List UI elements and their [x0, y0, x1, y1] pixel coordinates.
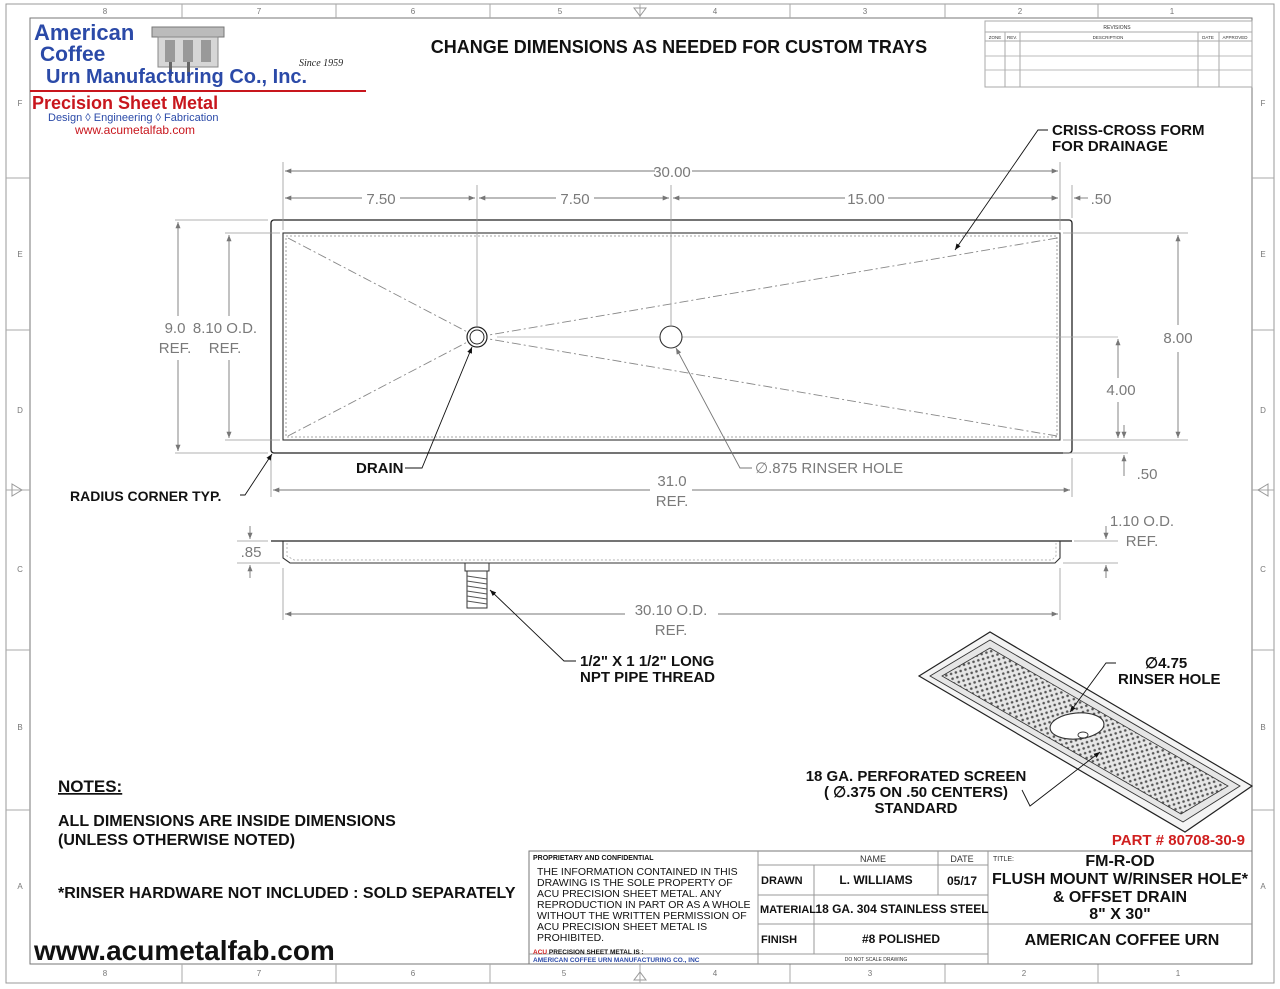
pipe-label-2: NPT PIPE THREAD [580, 669, 716, 686]
npt-pipe-thread [465, 563, 489, 608]
acu-line-1: ACU PRECISION SHEET METAL IS : [533, 949, 644, 956]
rinser-hole [660, 326, 682, 348]
dim-flange-bottom: .50 [1136, 466, 1158, 483]
logo-line-american: American [34, 20, 135, 45]
title-line-3: & OFFSET DRAIN [1052, 889, 1188, 906]
note-2: *RINSER HARDWARE NOT INCLUDED : SOLD SEPARATELY [58, 885, 516, 902]
dim-flange-right: .50 [1090, 191, 1112, 208]
logo-line-coffee: Coffee [40, 43, 106, 66]
dim-od-810: 8.10 O.D. [192, 320, 258, 337]
pipe-label-1: 1/2" X 1 1/2" LONG [580, 653, 715, 670]
isometric-view [806, 632, 1252, 832]
dim-depth: .85 [240, 544, 262, 561]
logo-website: www.acumetalfab.com [75, 123, 196, 137]
material-value: 18 GA. 304 STAINLESS STEEL [815, 902, 989, 916]
logo-line-urn: Urn Manufacturing Co., Inc. [46, 66, 308, 88]
drawn-date: 05/17 [946, 874, 978, 888]
proprietary-line: ACU PRECISION SHEET METAL IS [537, 921, 708, 933]
proprietary-title: PROPRIETARY AND CONFIDENTIAL [533, 855, 654, 862]
name-header: NAME [859, 854, 887, 864]
dim-half-height: 4.00 [1106, 382, 1136, 399]
row-label-right: B [1260, 723, 1266, 732]
row-label-right: A [1260, 882, 1266, 891]
dim-overall-inside: 30.00 [653, 164, 691, 181]
dim-od-ref-9: 9.0 [164, 320, 186, 337]
col-label-top: 6 [410, 7, 416, 16]
notes-heading: NOTES: [58, 777, 123, 796]
title-block [529, 851, 1252, 964]
date-header: DATE [950, 854, 974, 864]
company-logo [30, 20, 366, 137]
dim-overall-od: 31.0 [657, 473, 687, 490]
rinser-hole-label: ∅.875 RINSER HOLE [755, 460, 904, 477]
proprietary-line: WITHOUT THE WRITTEN PERMISSION OF [537, 910, 747, 922]
material-label: MATERIAL [760, 904, 817, 916]
col-label-bottom: 2 [1021, 969, 1027, 978]
col-label-bottom: 6 [410, 969, 416, 978]
revisions-col-rev: REV. [1006, 35, 1018, 40]
criss-cross-label-2: FOR DRAINAGE [1052, 138, 1168, 155]
logo-since: Since 1959 [299, 58, 344, 69]
row-label-right: D [1260, 406, 1266, 415]
title-line-1: FM-R-OD [1085, 853, 1155, 870]
note-1-line-1: ALL DIMENSIONS ARE INSIDE DIMENSIONS [58, 813, 396, 830]
dim-od-ref-9-ref: REF. [158, 340, 192, 357]
dim-middle: 7.50 [560, 191, 590, 208]
title-label: TITLE: [993, 856, 1015, 863]
iso-rinser-dim: ∅4.75 [1145, 655, 1188, 672]
col-label-bottom: 5 [561, 969, 567, 978]
revisions-title: REVISIONS [1103, 25, 1131, 31]
dim-od-810-ref: REF. [208, 340, 242, 357]
logo-division: Precision Sheet Metal [32, 93, 219, 113]
dim-od-height: 1.10 O.D. [1109, 513, 1175, 530]
company-footer: AMERICAN COFFEE URN [1024, 932, 1220, 949]
acu-line-2: AMERICAN COFFEE URN MANUFACTURING CO., INC [533, 957, 700, 964]
row-label-right: C [1260, 565, 1266, 574]
finish-label: FINISH [761, 934, 798, 946]
note-1-line-2: (UNLESS OTHERWISE NOTED) [58, 832, 296, 849]
dim-length: 30.10 O.D. [634, 602, 708, 619]
col-label-top: 3 [862, 7, 868, 16]
finish-value: #8 POLISHED [861, 932, 941, 946]
proprietary-line: REPRODUCTION IN PART OR AS A WHOLE [537, 899, 751, 911]
screen-label-2: ( ∅.375 ON .50 CENTERS) [824, 784, 1008, 801]
col-label-bottom: 3 [867, 969, 873, 978]
row-label-left: B [17, 723, 23, 732]
row-label-left: E [17, 250, 23, 259]
col-label-top: 7 [256, 7, 262, 16]
drain-label: DRAIN [356, 460, 404, 477]
col-label-bottom: 7 [256, 969, 262, 978]
screen-label-3: STANDARD [874, 800, 958, 817]
part-number: PART # 80708-30-9 [1111, 832, 1245, 849]
dim-left: 7.50 [366, 191, 396, 208]
revisions-col-approved: APPROVED [1222, 35, 1248, 40]
criss-cross-label-1: CRISS-CROSS FORM [1052, 122, 1205, 139]
drawn-label: DRAWN [761, 875, 803, 887]
col-label-top: 1 [1169, 7, 1175, 16]
dim-length-ref: REF. [654, 622, 688, 639]
col-label-top: 2 [1017, 7, 1023, 16]
logo-services: Design ◊ Engineering ◊ Fabrication [48, 112, 219, 124]
dim-height: 8.00 [1163, 330, 1193, 347]
col-label-bottom: 8 [102, 969, 108, 978]
row-label-left: C [17, 565, 23, 574]
revisions-col-zone: ZONE [988, 35, 1002, 40]
scale-note: DO NOT SCALE DRAWING [844, 957, 908, 963]
dim-right: 15.00 [847, 191, 885, 208]
radius-corner-label: RADIUS CORNER TYP. [70, 488, 222, 504]
row-label-left: F [17, 99, 23, 108]
title-line-4: 8" X 30" [1089, 906, 1151, 923]
col-label-bottom: 4 [712, 969, 718, 978]
iso-rinser-label: RINSER HOLE [1118, 671, 1221, 688]
col-label-top: 8 [102, 7, 108, 16]
dim-overall-od-ref: REF. [655, 493, 689, 510]
acu-line-1-text: PRECISION SHEET METAL IS : [547, 949, 644, 956]
dim-od-height-ref: REF. [1125, 533, 1159, 550]
website-large: www.acumetalfab.com [34, 935, 335, 966]
col-label-top: 5 [557, 7, 563, 16]
row-label-left: D [17, 406, 23, 415]
main-note: CHANGE DIMENSIONS AS NEEDED FOR CUSTOM TRAYS [430, 37, 928, 57]
revisions-col-date: DATE [1202, 35, 1214, 40]
proprietary-line: ACU PRECISION SHEET METAL. ANY [537, 888, 722, 900]
row-label-left: A [17, 882, 23, 891]
notes-section [33, 777, 516, 966]
title-line-2: FLUSH MOUNT W/RINSER HOLE* [992, 871, 1248, 888]
revisions-table [985, 21, 1252, 87]
top-view [70, 122, 1205, 510]
col-label-top: 4 [712, 7, 718, 16]
revisions-col-description: DESCRIPTION [1092, 35, 1124, 40]
drawn-name: L. WILLIAMS [839, 873, 913, 887]
screen-label-1: 18 GA. PERFORATED SCREEN [805, 768, 1027, 785]
proprietary-line: PROHIBITED. [537, 932, 605, 944]
proprietary-line: THE INFORMATION CONTAINED IN THIS [537, 866, 738, 878]
row-label-right: F [1260, 99, 1266, 108]
row-label-right: E [1260, 250, 1266, 259]
proprietary-line: DRAWING IS THE SOLE PROPERTY OF [537, 877, 733, 889]
col-label-bottom: 1 [1175, 969, 1181, 978]
